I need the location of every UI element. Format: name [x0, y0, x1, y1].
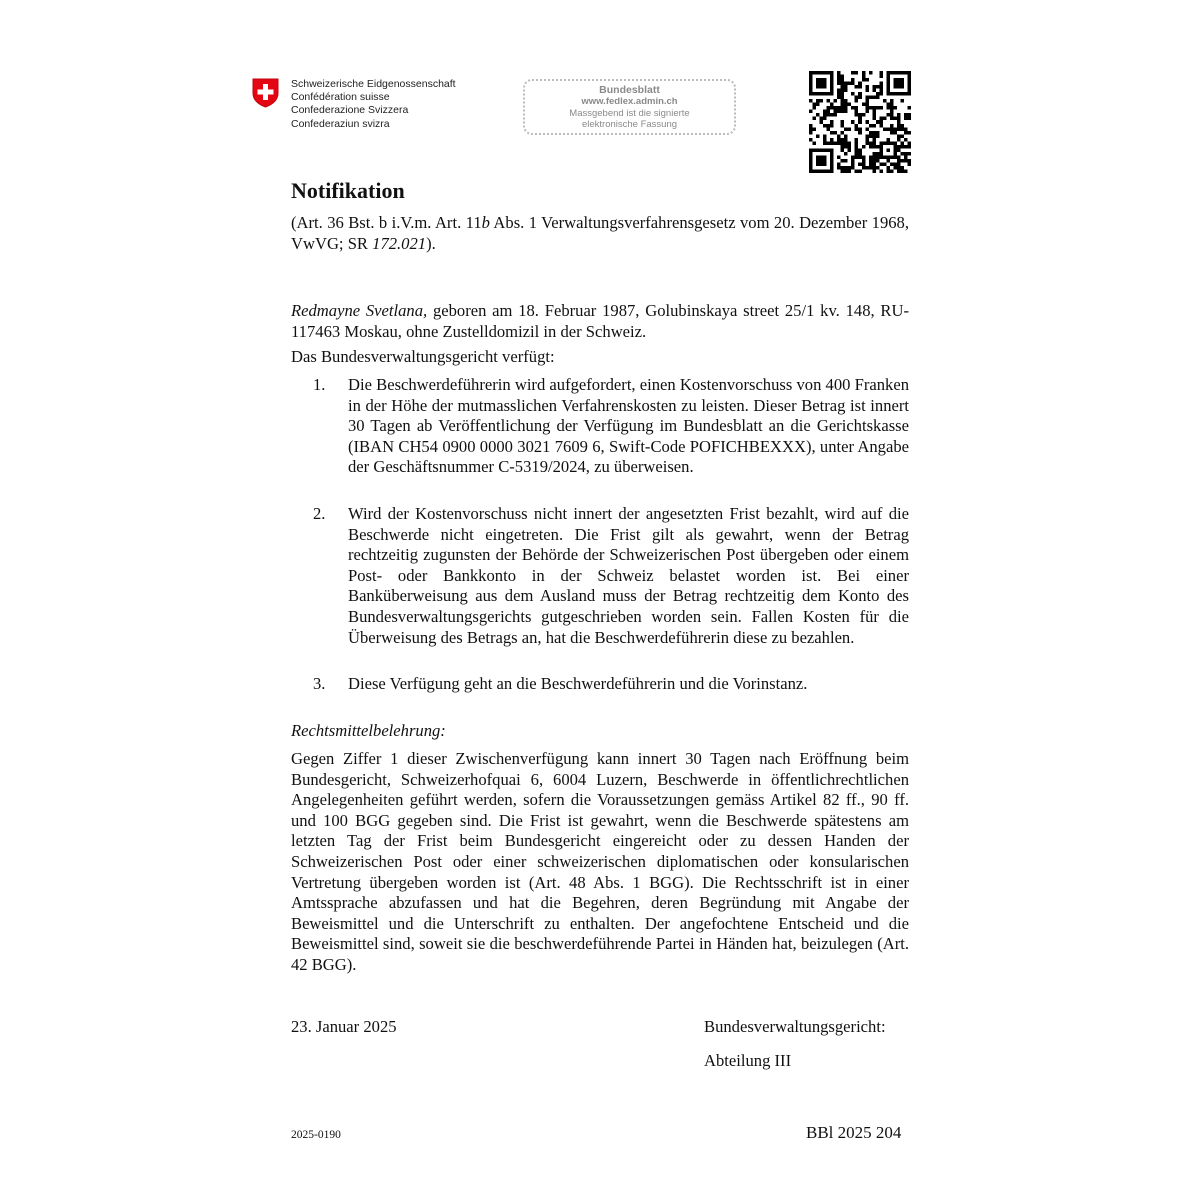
legal-reference — [291, 213, 909, 254]
party-name: Redmayne Svetlana, — [291, 301, 428, 320]
court-division: Abteilung III — [704, 1051, 792, 1070]
federation-name-rm: Confederaziun svizra — [291, 117, 390, 130]
party-address: geboren am 18. Februar 1987, Golubinskaya street 25/1 kv. 148, RU-117463 Moskau, ohne Zustelldomizil in der Schweiz. — [291, 301, 909, 341]
legal-ref-part2: b — [481, 213, 490, 232]
federation-names — [291, 78, 456, 131]
legal-ref-part5: ). — [426, 233, 436, 253]
remedy-text: Gegen Ziffer 1 dieser Zwischenverfügung kann innert 30 Tagen nach Eröffnung beim Bundesgericht, Schweizerhofquai 6, 6004 Luzern, Beschwerde in öffentlichrechtlichen Angelegenheiten geführt werden, sofern die Voraussetzungen gemäss Artikel 82 ff., 90 ff. und 100 BGG gegeben sind. Die Frist ist gewahrt, wenn die Beschwerde spätestens am letzten Tag der Frist beim Bundesgericht eingereicht oder zu dessen Handen der Schweizerischen Post oder einer schweizerischen diplomatischen oder konsularischen Vertretung übergeben worden ist (Art. 48 Abs. 1 BGG). Die Rechtsschrift ist in einer Amtssprache abzufassen und hat die Begehren, deren Begründung mit Angabe der Beweismittel und die Unterschrift zu enthalten. Der angefochtene Entscheid und die Beweismittel sind, soweit sie die beschwerdeführende Partei in Händen hat, beizulegen (Art. 42 BGG). — [291, 749, 909, 974]
decree-item — [291, 375, 909, 478]
bundesblatt-stamp — [523, 79, 736, 135]
decree-item-text: Die Beschwerdeführerin wird aufgefordert, einen Kostenvorschuss von 400 Franken in der Höhe der mutmasslichen Verfahrenskosten zu leisten. Dieser Betrag ist innert 30 Tagen ab Veröffentlichung der Verfügung im Bundesblatt an die Gerichtskasse (IBAN CH54 0900 0000 3021 7609 6, Swift-Code POFICHBEXXX), unter Angabe der Geschäftsnummer C-5319/2024, zu überweisen. — [348, 375, 909, 477]
stamp-title: Bundesblatt — [599, 84, 660, 96]
legal-ref-part4: 172.021 — [372, 233, 427, 253]
party-details — [291, 301, 909, 342]
decree-item-number: 2. — [313, 504, 326, 523]
document-title: Notifikation — [291, 178, 405, 203]
decree-item-number: 1. — [313, 375, 326, 394]
federation-name-it: Confederazione Svizzera — [291, 104, 409, 117]
decree-item — [291, 674, 909, 695]
stamp-url[interactable]: www.fedlex.admin.ch — [581, 96, 678, 107]
document-number: 2025-0190 — [291, 1129, 341, 1141]
document-date: 23. Januar 2025 — [291, 1017, 397, 1036]
decree-item — [291, 504, 909, 648]
qr-code-icon[interactable] — [809, 71, 911, 173]
stamp-note-line1: Massgebend ist die signierte — [569, 108, 690, 119]
court-name: Bundesverwaltungsgericht: — [704, 1017, 886, 1036]
legal-ref-part3: Abs. 1 Verwaltungsverfahrensgesetz vom 20. Dezember 1968, VwVG; SR — [291, 213, 909, 253]
stamp-note-line2: elektronische Fassung — [581, 119, 678, 130]
remedy-heading: Rechtsmittelbelehrung: — [291, 721, 446, 740]
decree-item-number: 3. — [313, 674, 326, 693]
decree-item-text: Wird der Kostenvorschuss nicht innert der angesetzten Frist bezahlt, wird auf die Beschwerde nicht eingetreten. Die Frist gilt als gewahrt, wenn der Betrag rechtzeitig zugunsten der Behörde der Schweizerischen Post übergeben oder einem Post- oder Bankkonto in der Schweiz belastet worden ist. Bei einer Banküberweisung aus dem Ausland muss der Betrag rechtzeitig dem Konto des Bundesverwaltungsgerichts gutgeschrieben worden sein. Fallen Kosten für die Überweisung des Betrags an, hat die Beschwerdeführerin diese zu bezahlen. — [348, 504, 909, 647]
swiss-coat-of-arms-icon — [252, 78, 279, 108]
federation-name-de: Schweizerische Eidgenossenschaft — [291, 78, 456, 90]
federation-name-fr: Confédération suisse — [291, 91, 390, 104]
legal-ref-part1: (Art. 36 Bst. b i.V.m. Art. 11 — [291, 213, 482, 232]
decree-intro: Das Bundesverwaltungsgericht verfügt: — [291, 347, 555, 366]
bbl-reference: BBl 2025 204 — [806, 1123, 902, 1142]
decree-item-text: Diese Verfügung geht an die Beschwerdeführerin und die Vorinstanz. — [348, 674, 808, 693]
